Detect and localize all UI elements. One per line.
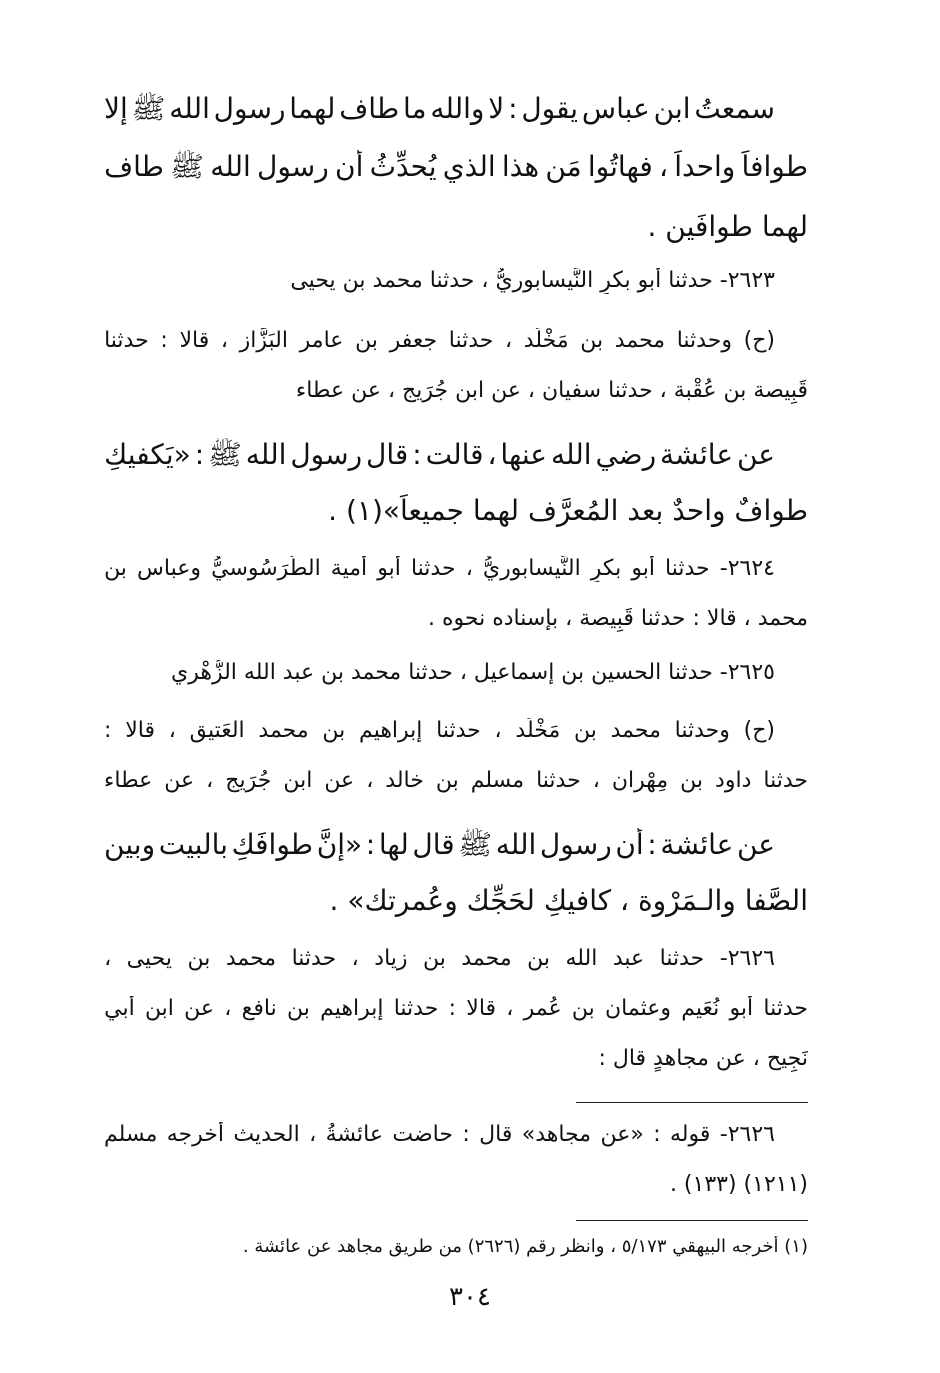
word: قال <box>366 438 409 471</box>
text-line: الصَّفا والـمَرْوة ، كافيكِ لحَجِّك وعُمرتك» . <box>329 884 808 917</box>
word: أخرجه <box>166 1122 224 1147</box>
word: : <box>448 996 457 1021</box>
word: حدثنا <box>291 946 337 971</box>
word: بن <box>355 328 378 353</box>
word: مسلم <box>470 768 525 793</box>
word: رضي <box>595 438 657 471</box>
word: هذا <box>501 150 540 183</box>
word: البَزَّاز <box>239 328 288 353</box>
word: قالا <box>179 328 210 353</box>
word: نُعَيم <box>681 996 720 1021</box>
text-line <box>104 92 775 126</box>
word: يحيى <box>126 946 172 971</box>
word: عائشة <box>660 438 734 471</box>
word: لا <box>488 92 505 125</box>
word: عائشة <box>660 828 734 861</box>
word: رسول <box>257 150 329 183</box>
word: مَخْلَد <box>515 718 561 743</box>
word: محمد <box>225 946 277 971</box>
word: عن <box>736 828 775 861</box>
word: الله <box>245 438 287 471</box>
word: الله <box>495 828 537 861</box>
text-line: نَجِيح ، عن مجاهدٍ قال : <box>598 1046 808 1071</box>
word: الله <box>210 150 251 183</box>
word: والله <box>430 92 485 125</box>
word: عن <box>736 438 775 471</box>
word: الله <box>565 946 598 971</box>
text-line <box>104 328 775 354</box>
word: محمد <box>610 718 661 743</box>
word: ابن <box>653 92 691 125</box>
text-line: (١٢١١) (١٣٣) . <box>669 1172 808 1197</box>
word: (ح) <box>743 328 775 353</box>
text-line <box>104 150 808 184</box>
word: قالا <box>125 718 155 743</box>
word: رسول <box>539 828 612 861</box>
word: إلا <box>104 92 128 125</box>
word: رسول <box>213 92 286 125</box>
word: ﷺ <box>170 150 204 183</box>
word: رسول <box>290 438 363 471</box>
word: لهما <box>289 92 336 125</box>
word: ٢٦٢٦- <box>719 946 775 971</box>
word: وبين <box>104 828 156 861</box>
word: بن <box>104 556 127 581</box>
word: ، <box>366 768 374 793</box>
word: : <box>160 328 168 353</box>
word: ابن <box>283 768 313 793</box>
word: بن <box>573 718 597 743</box>
commentary-separator <box>576 1102 808 1103</box>
word: ، <box>487 438 497 471</box>
word: وحدثنا <box>674 718 730 743</box>
text-line <box>104 996 808 1022</box>
word: ما <box>402 92 427 125</box>
word: حدثنا <box>448 328 494 353</box>
word: ، <box>224 996 232 1021</box>
text-line: طوافٌ واحدٌ بعد المُعرَّف لهما جميعاً»(١) . <box>328 494 808 527</box>
word: جعفر <box>389 328 438 353</box>
word: أن <box>335 150 364 183</box>
word: الذي <box>442 150 496 183</box>
text-line <box>104 1122 775 1148</box>
word: ، <box>104 946 112 971</box>
word: ٢٦٢٤- <box>719 556 775 581</box>
word: مَخْلَد <box>523 328 569 353</box>
footnote-separator <box>576 1220 808 1221</box>
word: بن <box>527 946 550 971</box>
text-line <box>104 768 808 794</box>
word: حدثنا <box>763 996 808 1021</box>
word: محمد <box>614 328 666 353</box>
text-line <box>104 946 775 972</box>
word: مسلم <box>104 1122 158 1147</box>
word: وعثمان <box>605 996 671 1021</box>
word: ، <box>658 150 669 183</box>
word: عن <box>324 768 355 793</box>
word: : <box>104 718 112 743</box>
word: بن <box>435 768 459 793</box>
word: ، <box>309 1122 317 1147</box>
word: «عن <box>600 1122 644 1147</box>
word: حدثنا <box>436 718 481 743</box>
word: حاضت <box>392 1122 453 1147</box>
word: ، <box>168 718 176 743</box>
word: : <box>194 438 205 471</box>
word: : <box>412 438 422 471</box>
word: ﷺ <box>131 92 166 125</box>
word: مجاهد» <box>521 1122 592 1147</box>
word: أبو <box>631 556 655 581</box>
word: «إنَّ <box>316 828 363 861</box>
word: الله <box>550 438 592 471</box>
word: ابن <box>144 996 174 1021</box>
text-line: ٢٦٢٥- حدثنا الحسين بن إسماعيل ، حدثنا محمد بن عبد الله الزُّهْري <box>171 660 775 685</box>
text-line: (١) أخرجه البيهقي ٥/١٧٣ ، وانظر رقم (٢٦٢٦) من طريق مجاهد عن عائشة . <box>242 1236 808 1257</box>
word: لها <box>378 828 409 861</box>
text-line: ٢٦٢٣- حدثنا أبو بكرٍ النَّيسابوريُّ ، حدثنا محمد بن يحيى <box>290 268 775 293</box>
word: ، <box>494 718 502 743</box>
word: بن <box>423 946 446 971</box>
word: أُمية <box>330 556 368 581</box>
word: ﷺ <box>208 438 242 471</box>
word: بن <box>580 328 604 353</box>
word: ، <box>506 996 514 1021</box>
word: ، <box>220 328 228 353</box>
word: طاف <box>104 150 164 183</box>
word: الله <box>169 92 210 125</box>
word: بن <box>680 768 704 793</box>
word: أبو <box>729 996 754 1021</box>
word: يقول <box>521 92 579 125</box>
word: واحداً <box>674 150 736 183</box>
text-line <box>104 828 775 862</box>
word: عن <box>164 768 195 793</box>
text-line <box>104 556 775 582</box>
word: حدثنا <box>410 556 456 581</box>
word: : <box>653 1122 661 1147</box>
word: محمد <box>258 718 309 743</box>
word: (ح) <box>743 718 775 743</box>
page-number: ٣٠٤ <box>449 1282 491 1312</box>
word: أن <box>615 828 644 861</box>
word: طوافَكِ <box>231 828 314 861</box>
word: : <box>365 828 376 861</box>
word: طوافاً <box>741 150 808 183</box>
word: حدثنا <box>536 768 581 793</box>
word: ، <box>592 768 600 793</box>
word: ٢٦٢٦- <box>719 1122 775 1147</box>
text-line <box>104 718 775 744</box>
word: نافعٍ <box>241 996 277 1021</box>
word: خالد <box>385 768 424 793</box>
word: قوله <box>670 1122 711 1147</box>
word: قال <box>479 1122 513 1147</box>
word: أبي <box>104 996 135 1021</box>
word: : <box>508 92 518 125</box>
word: جُرَيج <box>225 768 272 793</box>
word: مِهْران <box>611 768 669 793</box>
word: عائشةُ <box>325 1122 383 1147</box>
word: محمد <box>461 946 512 971</box>
word: حدثنا <box>659 946 705 971</box>
word: قالا <box>466 996 497 1021</box>
word: النَّيسابوريُّ <box>482 556 581 581</box>
word: قال <box>412 828 455 861</box>
word: داود <box>715 768 752 793</box>
word: وحدثنا <box>676 328 732 353</box>
word: يُحدِّثُ <box>369 150 437 183</box>
text-line: لهما طوافَين . <box>647 210 808 243</box>
word: ، <box>505 328 513 353</box>
word: قالت <box>425 438 484 471</box>
word: حدثنا <box>665 556 710 581</box>
word: بن <box>571 996 595 1021</box>
text-line: قَبِيصة بن عُقْبة ، حدثنا سفيان ، عن ابن جُرَيج ، عن عطاء <box>295 378 808 403</box>
word: الحديث <box>233 1122 300 1147</box>
word: طاف <box>339 92 400 125</box>
word: عن <box>184 996 215 1021</box>
word: مَن <box>545 150 582 183</box>
word: «يَكفيكِ <box>104 438 191 471</box>
word: أبو <box>377 556 401 581</box>
word: : <box>462 1122 470 1147</box>
word: عبد <box>612 946 645 971</box>
word: ، <box>206 768 214 793</box>
word: سمعتُ <box>694 92 775 125</box>
word: ، <box>465 556 473 581</box>
word: : <box>647 828 657 861</box>
word: عباس <box>581 92 650 125</box>
word: إبراهيم <box>359 718 423 743</box>
word: بالبيت <box>158 828 228 861</box>
word: زياد <box>374 946 408 971</box>
word: بن <box>286 996 310 1021</box>
word: حدثنا <box>393 996 439 1021</box>
word: عُمر <box>523 996 562 1021</box>
word: فهاتُوا <box>587 150 653 183</box>
word: ، <box>351 946 359 971</box>
word: عنها <box>500 438 548 471</box>
word: العَتيق <box>189 718 245 743</box>
word: عطاء <box>104 768 153 793</box>
word: الطَّرَسُوسيُّ <box>211 556 321 581</box>
word: وعباس <box>137 556 201 581</box>
text-line: محمد ، قالا : حدثنا قَبِيصة ، بإسناده نحوه . <box>428 606 808 631</box>
word: بن <box>322 718 346 743</box>
word: حدثنا <box>763 768 808 793</box>
word: ﷺ <box>458 828 493 861</box>
word: إبراهيم <box>320 996 384 1021</box>
word: عامر <box>299 328 344 353</box>
word: بن <box>187 946 211 971</box>
word: حدثنا <box>104 328 149 353</box>
word: بكرٍ <box>590 556 622 581</box>
text-line <box>104 438 775 472</box>
